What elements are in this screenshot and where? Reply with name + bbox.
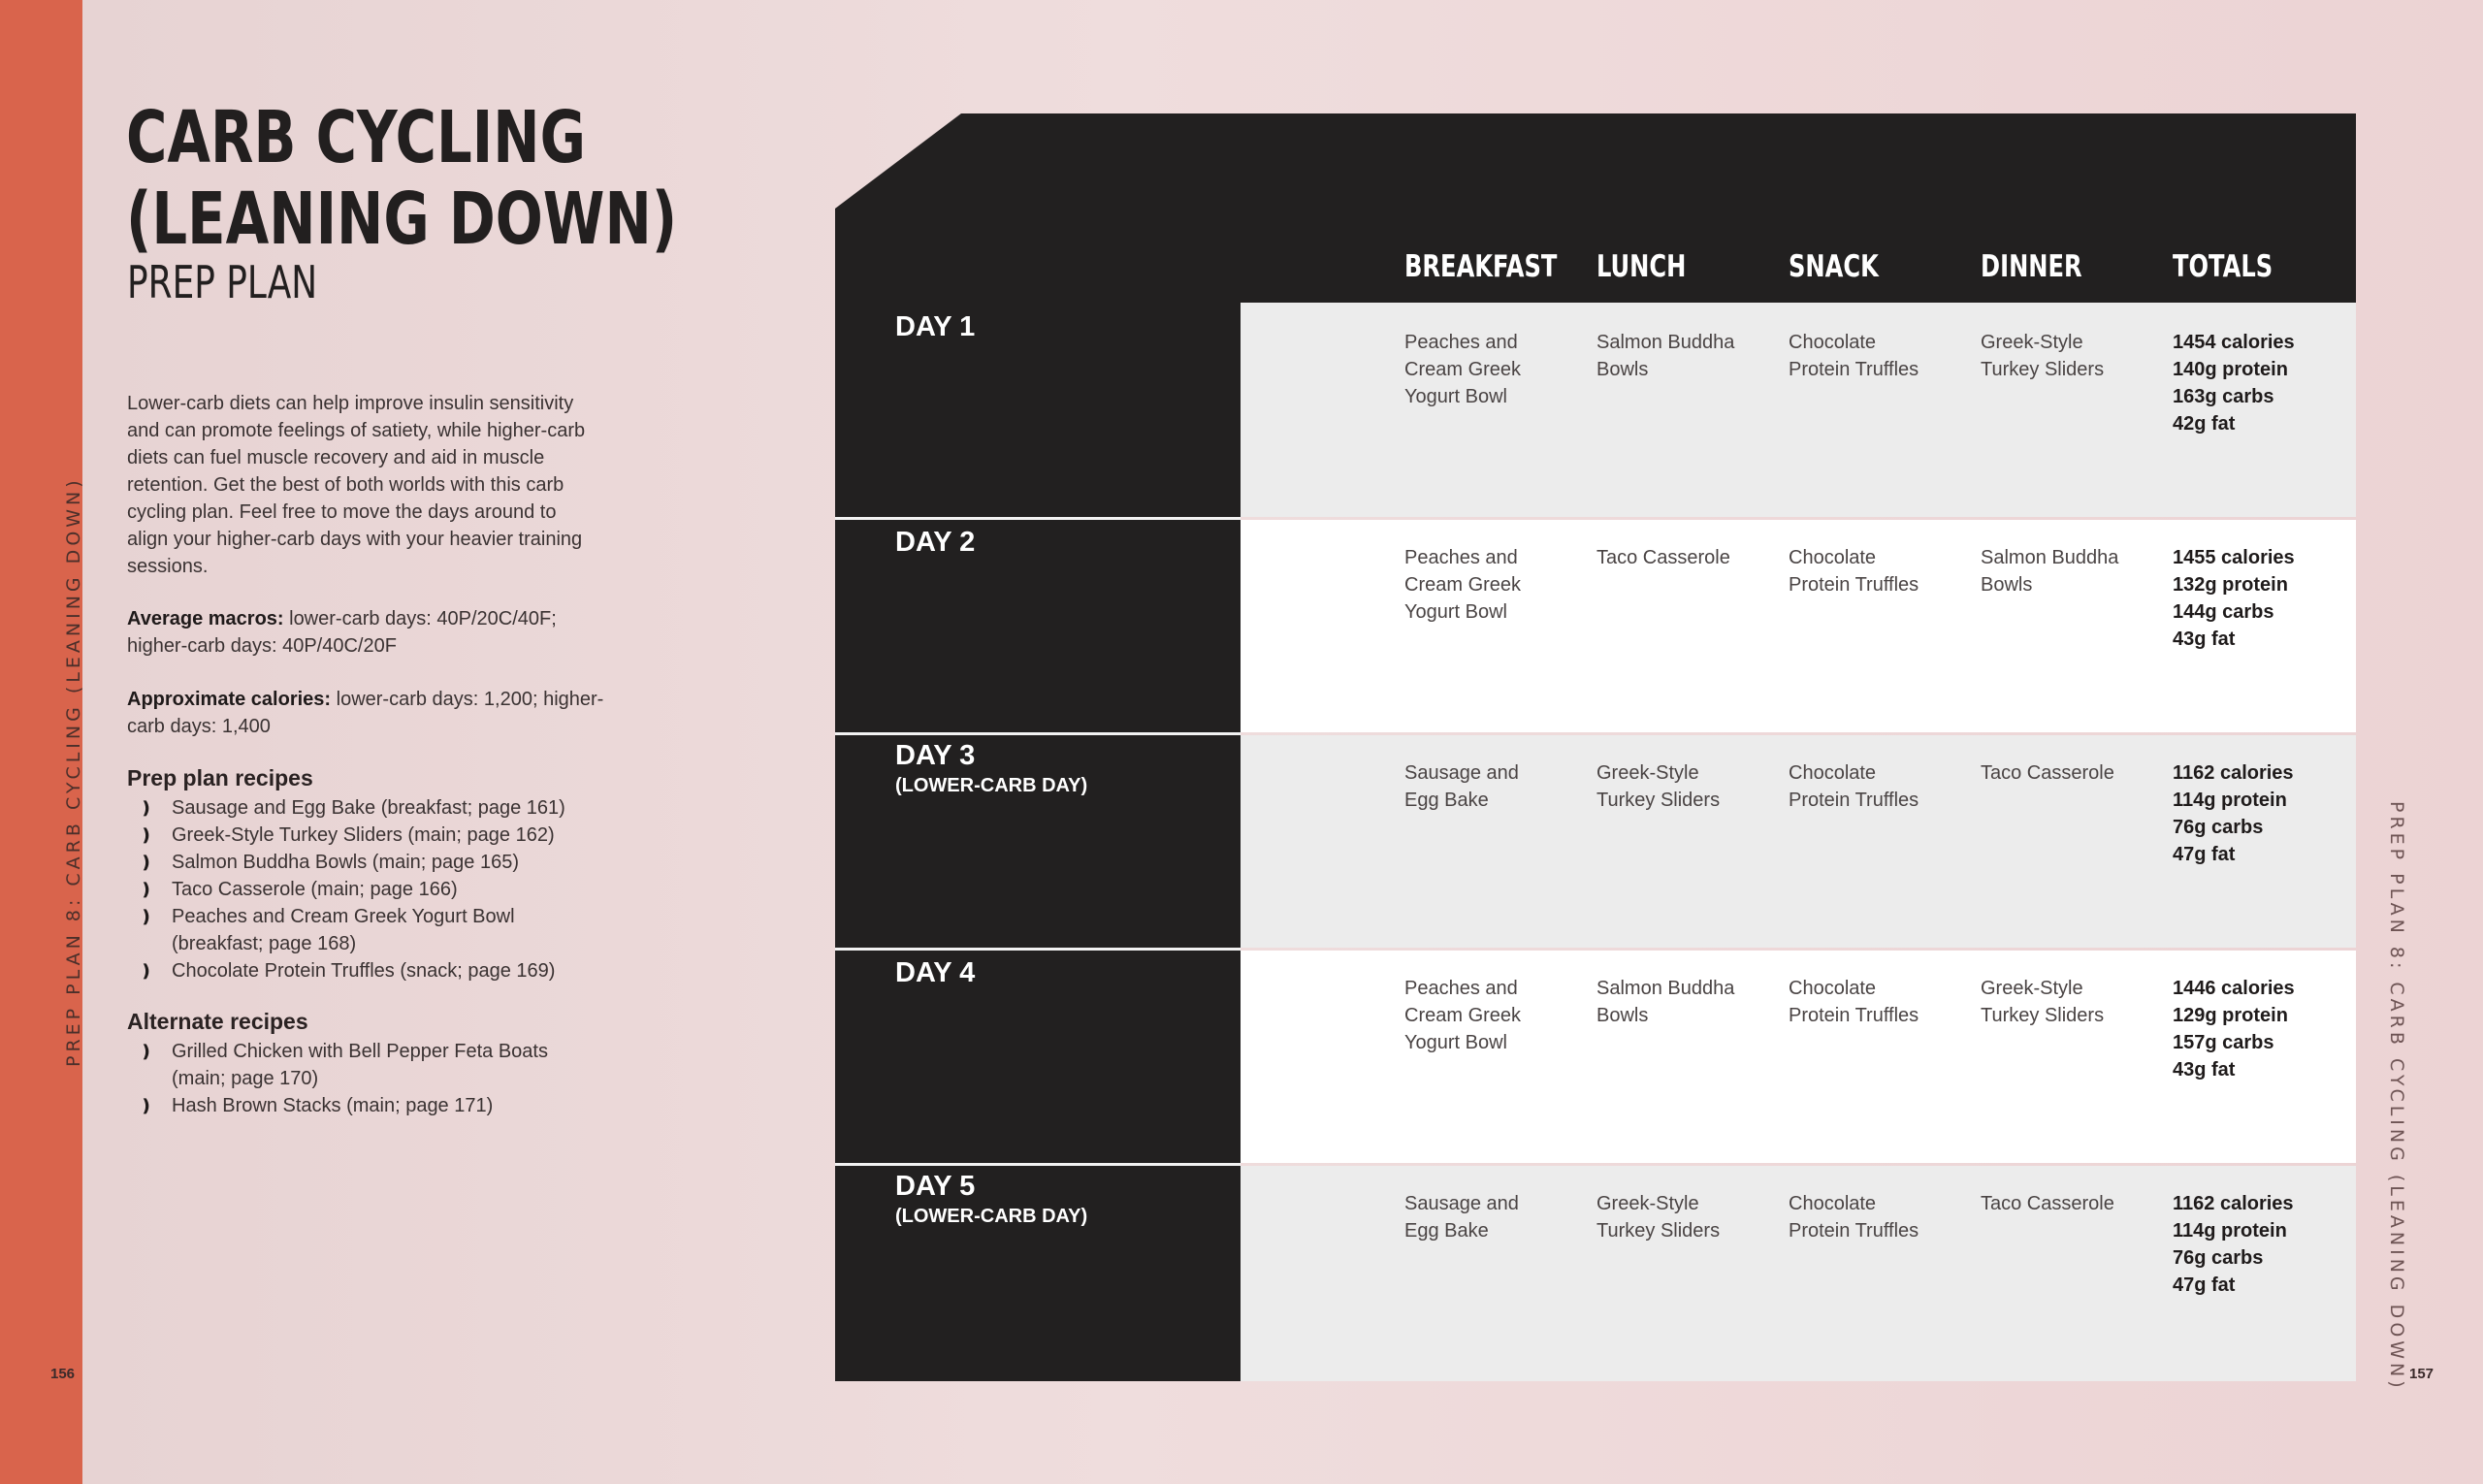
- lunch-cell: Greek-Style Turkey Sliders: [1596, 762, 1721, 811]
- totals-cell: [2173, 759, 2357, 868]
- day-label: DAY 4: [895, 957, 976, 988]
- approximate-calories-text: lower-carb days: 1,200; higher-carb days: 1,400: [127, 689, 604, 737]
- snack-cell: Chocolate Protein Truffles: [1789, 547, 1919, 596]
- snack-cell: Chocolate Protein Truffles: [1789, 978, 1919, 1026]
- totals-protein: 114g protein: [2173, 790, 2287, 811]
- breakfast-cell: Peaches and Cream Greek Yogurt Bowl: [1404, 978, 1522, 1053]
- column-header-snack: SNACK: [1789, 249, 1879, 284]
- left-running-head: PREP PLAN 8: CARB CYCLING (LEANING DOWN): [63, 476, 84, 1067]
- column-header-totals: TOTALS: [2173, 249, 2273, 284]
- alternate-recipes-heading: Alternate recipes: [127, 1009, 308, 1034]
- totals-protein: 114g protein: [2173, 1220, 2287, 1242]
- page-number-left: 156: [50, 1366, 76, 1382]
- approximate-calories: [127, 686, 612, 740]
- average-macros: [127, 605, 612, 660]
- dinner-cell: Greek-Style Turkey Sliders: [1981, 332, 2105, 380]
- page-subtitle: PREP PLAN: [127, 256, 318, 308]
- totals-fat: 42g fat: [2173, 413, 2236, 435]
- snack-cell: Chocolate Protein Truffles: [1789, 1193, 1919, 1242]
- totals-carbs: 163g carbs: [2173, 386, 2274, 407]
- dinner-cell: Greek-Style Turkey Sliders: [1981, 978, 2105, 1026]
- totals-calories: 1455 calories: [2173, 547, 2295, 568]
- totals-fat: 43g fat: [2173, 629, 2236, 650]
- totals-carbs: 157g carbs: [2173, 1032, 2274, 1053]
- intro-paragraph: Lower-carb diets can help improve insulin sensitivity and can promote feelings of satiety, while higher-carb diets can fuel muscle recovery and aid in muscle retention. Get the best of both worlds with this carb cycling plan. Feel free to move the days around to align your higher-carb days with your heavier training sessions.: [127, 393, 586, 577]
- list-item: ❫ Salmon Buddha Bowls (main; page 165): [127, 849, 631, 876]
- breakfast-cell: Peaches and Cream Greek Yogurt Bowl: [1404, 332, 1522, 407]
- totals-cell: [2173, 329, 2357, 437]
- totals-fat: 47g fat: [2173, 844, 2236, 865]
- row-divider: [835, 732, 1241, 735]
- page-number-right: 157: [2409, 1366, 2435, 1382]
- dinner-cell: Salmon Buddha Bowls: [1981, 547, 2119, 596]
- totals-carbs: 76g carbs: [2173, 817, 2264, 838]
- list-item: ❫ Chocolate Protein Truffles (snack; page 169): [127, 957, 631, 984]
- table-header: [835, 113, 2356, 303]
- dinner-cell: Taco Casserole: [1981, 1193, 2114, 1214]
- list-item: ❫ Peaches and Cream Greek Yogurt Bowl (breakfast; page 168): [127, 903, 560, 957]
- alternate-recipes-list: [127, 1038, 631, 1119]
- totals-cell: [2173, 1190, 2357, 1299]
- page-title: CARB CYCLING (LEANING DOWN): [126, 96, 678, 261]
- breakfast-cell: Sausage and Egg Bake: [1404, 762, 1519, 811]
- list-item: ❫ Taco Casserole (main; page 166): [127, 876, 631, 903]
- totals-calories: 1162 calories: [2173, 1193, 2294, 1214]
- approximate-calories-label: Approximate calories:: [127, 689, 332, 710]
- day-label: DAY 1: [895, 311, 976, 342]
- totals-calories: 1454 calories: [2173, 332, 2295, 353]
- totals-fat: 43g fat: [2173, 1059, 2236, 1081]
- snack-cell: Chocolate Protein Truffles: [1789, 762, 1919, 811]
- totals-fat: 47g fat: [2173, 1274, 2236, 1296]
- average-macros-text: lower-carb days: 40P/20C/40F; higher-carb days: 40P/40C/20F: [127, 608, 557, 657]
- totals-cell: [2173, 975, 2357, 1083]
- totals-cell: [2173, 544, 2357, 653]
- lunch-cell: Salmon Buddha Bowls: [1596, 978, 1735, 1026]
- totals-carbs: 144g carbs: [2173, 601, 2274, 623]
- totals-protein: 140g protein: [2173, 359, 2288, 380]
- list-item: ❫ Greek-Style Turkey Sliders (main; page 162): [127, 822, 631, 849]
- day-sublabel: (LOWER-CARB DAY): [895, 1206, 1088, 1227]
- list-item: ❫ Sausage and Egg Bake (breakfast; page 161): [127, 794, 631, 822]
- totals-calories: 1162 calories: [2173, 762, 2294, 784]
- lunch-cell: Salmon Buddha Bowls: [1596, 332, 1735, 380]
- prep-recipes-list: [127, 794, 631, 984]
- prep-recipes-heading: Prep plan recipes: [127, 765, 313, 790]
- average-macros-label: Average macros:: [127, 608, 284, 629]
- snack-cell: Chocolate Protein Truffles: [1789, 332, 1919, 380]
- totals-protein: 132g protein: [2173, 574, 2288, 596]
- dinner-cell: Taco Casserole: [1981, 762, 2114, 784]
- day-sublabel: (LOWER-CARB DAY): [895, 775, 1088, 796]
- totals-carbs: 76g carbs: [2173, 1247, 2264, 1269]
- day-label: DAY 2: [895, 527, 976, 558]
- day-label: DAY 3: [895, 740, 976, 771]
- breakfast-cell: Sausage and Egg Bake: [1404, 1193, 1519, 1242]
- column-header-dinner: DINNER: [1981, 249, 2082, 284]
- column-header-breakfast: BREAKFAST: [1404, 249, 1558, 284]
- right-running-head: PREP PLAN 8: CARB CYCLING (LEANING DOWN): [2386, 801, 2407, 1392]
- list-item: ❫ Grilled Chicken with Bell Pepper Feta Boats (main; page 170): [127, 1038, 598, 1092]
- lunch-cell: Taco Casserole: [1596, 547, 1730, 568]
- breakfast-cell: Peaches and Cream Greek Yogurt Bowl: [1404, 547, 1522, 623]
- column-header-lunch: LUNCH: [1596, 249, 1687, 284]
- totals-protein: 129g protein: [2173, 1005, 2288, 1026]
- row-divider: [835, 948, 1241, 951]
- meal-plan-table: [835, 113, 2356, 1381]
- day-label: DAY 5: [895, 1171, 976, 1202]
- row-divider: [835, 1163, 1241, 1166]
- lunch-cell: Greek-Style Turkey Sliders: [1596, 1193, 1721, 1242]
- list-item: ❫ Hash Brown Stacks (main; page 171): [127, 1092, 631, 1119]
- totals-calories: 1446 calories: [2173, 978, 2295, 999]
- row-divider: [835, 517, 1241, 520]
